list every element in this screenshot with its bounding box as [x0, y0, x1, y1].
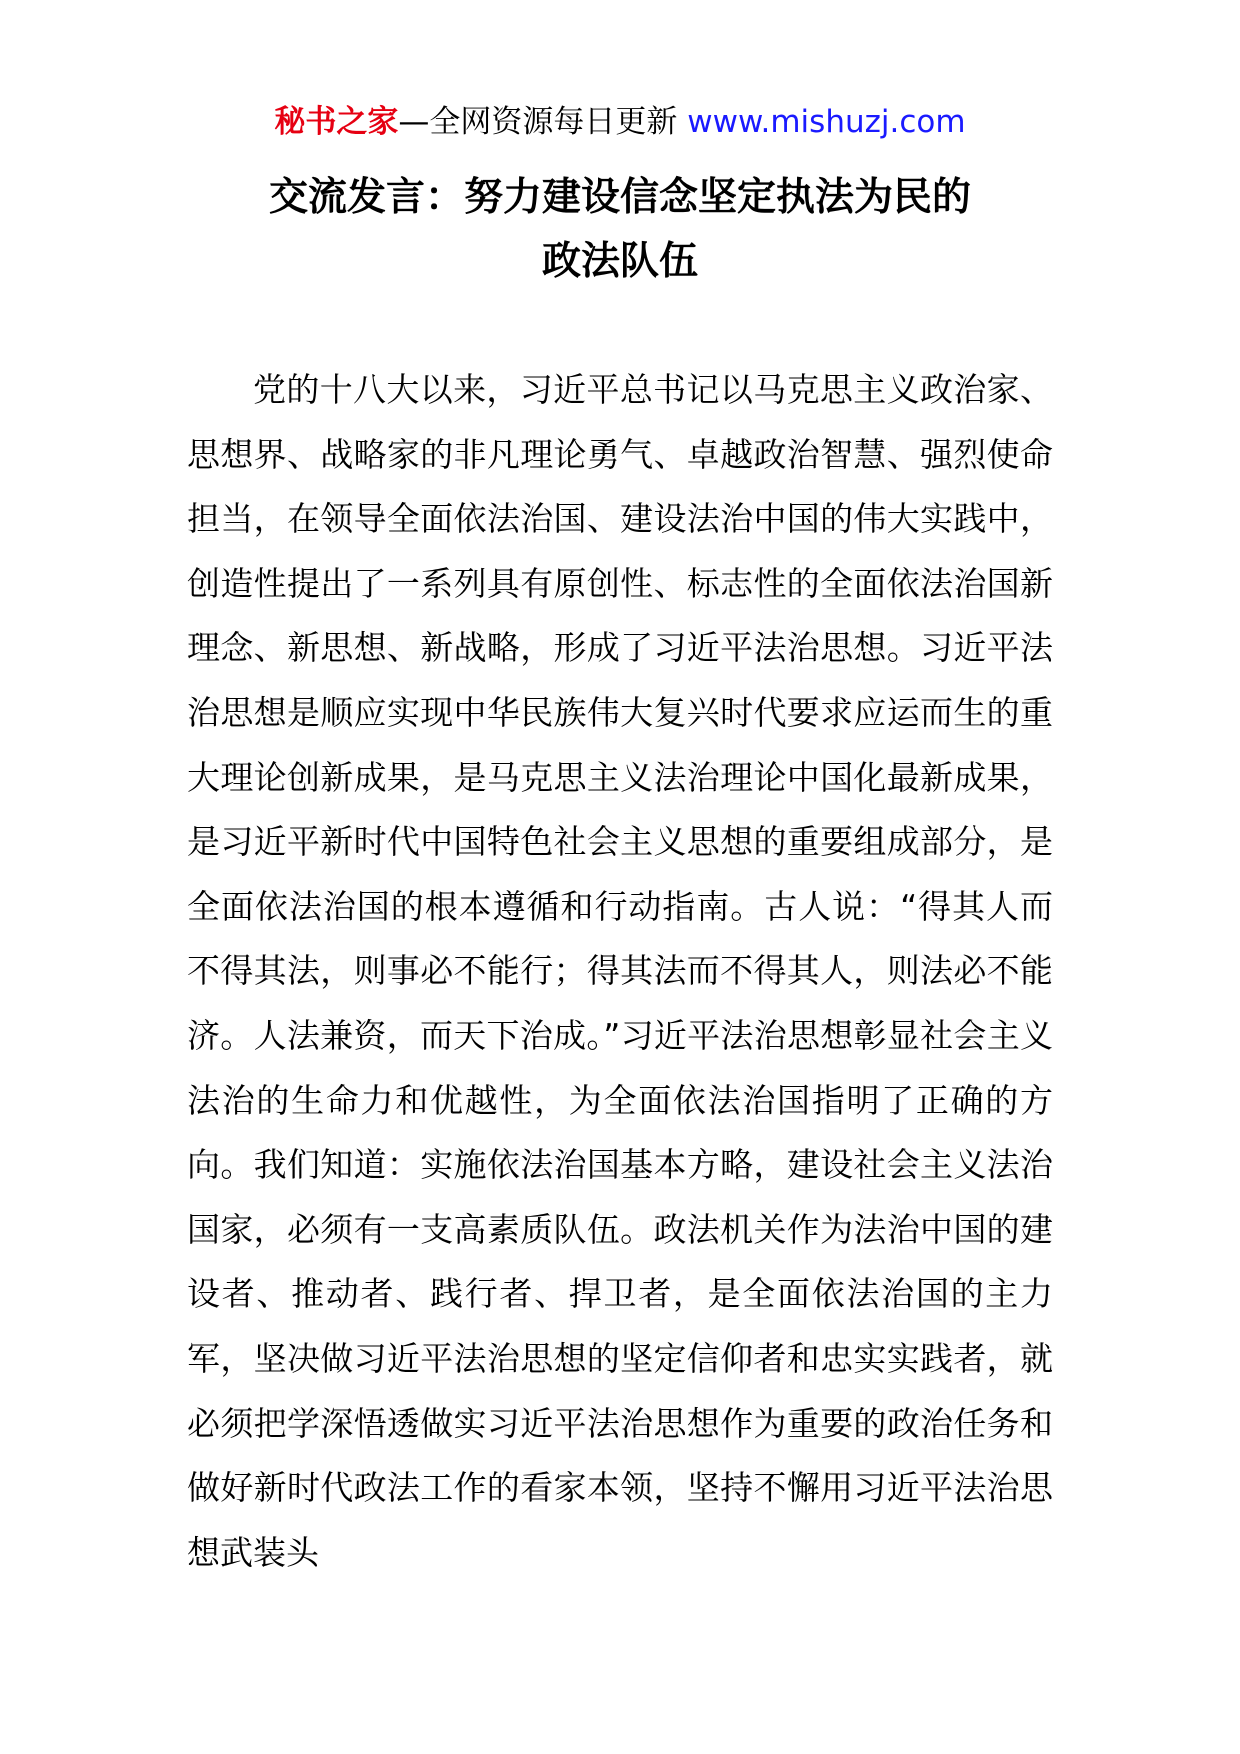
document-title-line-1: 交流发言：努力建设信念坚定执法为民的: [268, 175, 971, 220]
site-brand: 秘书之家: [274, 104, 399, 140]
document-title: [0, 166, 1240, 294]
site-header: [0, 100, 1240, 144]
site-tagline: —全网资源每日更新: [398, 104, 688, 140]
document-title-line-2: 政法队伍: [541, 239, 698, 284]
site-url-link[interactable]: www.mishuzj.com: [687, 104, 966, 140]
body-paragraph: 党的十八大以来，习近平总书记以马克思主义政治家、思想界、战略家的非凡理论勇气、卓越政治智慧、强烈使命担当，在领导全面依法治国、建设法治中国的伟大实践中，创造性提出了一系列具有原创性、标志性的全面依法治国新理念、新思想、新战略，形成了习近平法治思想。习近平法治思想是顺应实现中华民族伟大复兴时代要求应运而生的重大理论创新成果，是马克思主义法治理论中国化最新成果，是习近平新时代中国特色社会主义思想的重要组成部分，是全面依法治国的根本遵循和行动指南。古人说：“得其人而不得其法，则事必不能行；得其法而不得其人，则法必不能济。人法兼资，而天下治成。”习近平法治思想彰显社会主义法治的生命力和优越性，为全面依法治国指明了正确的方向。我们知道：实施依法治国基本方略，建设社会主义法治国家，必须有一支高素质队伍。政法机关作为法治中国的建设者、推动者、践行者、捍卫者，是全面依法治国的主力军，坚决做习近平法治思想的坚定信仰者和忠实实践者，就必须把学深悟透做实习近平法治思想作为重要的政治任务和做好新时代政法工作的看家本领，坚持不懈用习近平法治思想武装头: [187, 370, 1053, 1572]
